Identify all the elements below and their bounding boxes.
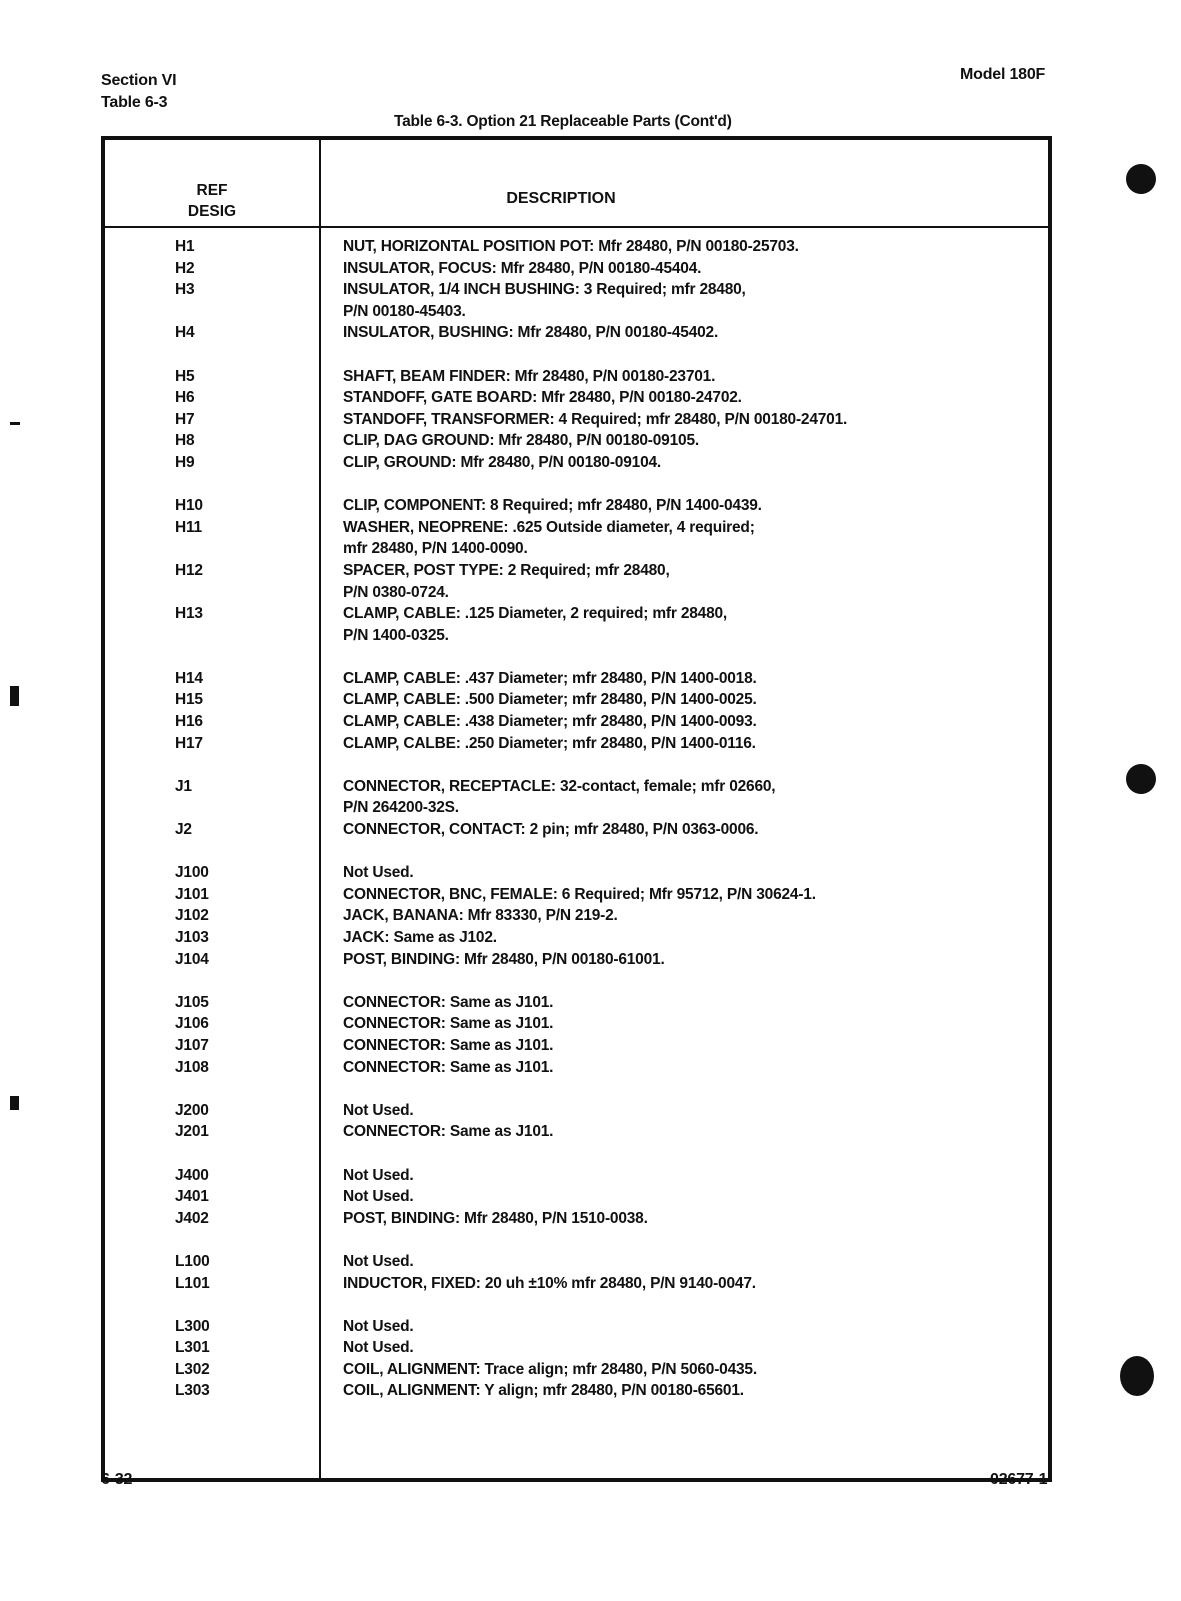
ref-desig-cell: H3 bbox=[175, 281, 195, 299]
description-line: COIL, ALIGNMENT: Trace align; mfr 28480, P/N 5060-0435. bbox=[343, 1360, 757, 1378]
table-body bbox=[105, 236, 1048, 1402]
ref-desig-cell: H10 bbox=[175, 497, 203, 515]
description-cell bbox=[343, 1121, 1043, 1143]
table-row bbox=[105, 992, 1048, 1014]
table-row bbox=[105, 1165, 1048, 1187]
description-cell bbox=[343, 1013, 1043, 1035]
description-cell bbox=[343, 387, 1043, 409]
table-row bbox=[105, 1273, 1048, 1295]
binder-hole-mark bbox=[1126, 764, 1156, 794]
ref-desig-cell: H8 bbox=[175, 432, 195, 450]
description-line: CONNECTOR: Same as J101. bbox=[343, 993, 554, 1011]
table-row bbox=[105, 495, 1048, 517]
description-cell bbox=[343, 409, 1043, 431]
table-row bbox=[105, 322, 1048, 344]
ref-desig-cell: H13 bbox=[175, 605, 203, 623]
ref-desig-cell: L101 bbox=[175, 1274, 210, 1292]
ref-desig-cell: J1 bbox=[175, 777, 192, 795]
table-row bbox=[105, 1035, 1048, 1057]
table-row bbox=[105, 1121, 1048, 1143]
table-row bbox=[105, 1186, 1048, 1208]
ref-desig-cell: J108 bbox=[175, 1058, 209, 1076]
table-row bbox=[105, 236, 1048, 258]
table-row bbox=[105, 560, 1048, 603]
ref-desig-cell: J201 bbox=[175, 1123, 209, 1141]
description-cell bbox=[343, 1186, 1043, 1208]
description-line: STANDOFF, TRANSFORMER: 4 Required; mfr 28480, P/N 00180-24701. bbox=[343, 410, 848, 428]
description-line: JACK, BANANA: Mfr 83330, P/N 219-2. bbox=[343, 907, 618, 925]
ref-desig-cell: H7 bbox=[175, 410, 195, 428]
description-cell bbox=[343, 1251, 1043, 1273]
description-cell bbox=[343, 992, 1043, 1014]
group-spacer bbox=[105, 970, 1048, 992]
description-line: JACK: Same as J102. bbox=[343, 929, 497, 946]
description-cell bbox=[343, 949, 1043, 971]
description-cell bbox=[343, 1359, 1043, 1381]
margin-mark bbox=[10, 686, 19, 706]
ref-desig-cell: L100 bbox=[175, 1252, 210, 1270]
description-line: CLIP, DAG GROUND: Mfr 28480, P/N 00180-09105. bbox=[343, 432, 699, 450]
description-line: WASHER, NEOPRENE: .625 Outside diameter, 4 required; bbox=[343, 518, 755, 536]
description-line: CLAMP, CABLE: .438 Diameter; mfr 28480, P/N 1400-0093. bbox=[343, 713, 757, 731]
description-line: CLAMP, CABLE: .125 Diameter, 2 required; mfr 28480, bbox=[343, 605, 728, 623]
ref-desig-cell: J2 bbox=[175, 821, 192, 839]
ref-desig-cell: J100 bbox=[175, 864, 209, 882]
description-line: CONNECTOR, BNC, FEMALE: 6 Required; Mfr 95712, P/N 30624-1. bbox=[343, 885, 816, 903]
description-line: NUT, HORIZONTAL POSITION POT: Mfr 28480, P/N 00180-25703. bbox=[343, 238, 799, 255]
group-spacer bbox=[105, 344, 1048, 366]
ref-desig-cell: L301 bbox=[175, 1339, 210, 1357]
description-cell bbox=[343, 603, 1043, 646]
table-row bbox=[105, 1057, 1048, 1079]
table-row bbox=[105, 949, 1048, 971]
description-line: CONNECTOR, RECEPTACLE: 32-contact, female; mfr 02660, bbox=[343, 777, 776, 795]
description-line: CLAMP, CABLE: .500 Diameter; mfr 28480, P/N 1400-0025. bbox=[343, 691, 757, 709]
description-line: INSULATOR, FOCUS: Mfr 28480, P/N 00180-45404. bbox=[343, 259, 702, 277]
ref-desig-cell: H16 bbox=[175, 713, 203, 731]
description-header: DESCRIPTION bbox=[506, 190, 616, 207]
description-cell bbox=[343, 560, 1043, 603]
ref-desig-cell: J103 bbox=[175, 929, 209, 946]
description-cell bbox=[343, 1057, 1043, 1079]
description-line: STANDOFF, GATE BOARD: Mfr 28480, P/N 00180-24702. bbox=[343, 389, 742, 407]
description-line: Not Used. bbox=[343, 864, 414, 882]
description-cell bbox=[343, 430, 1043, 452]
table-row bbox=[105, 430, 1048, 452]
table-row bbox=[105, 905, 1048, 927]
table-row bbox=[105, 452, 1048, 474]
description-line: P/N 264200-32S. bbox=[343, 799, 459, 817]
description-cell bbox=[343, 884, 1043, 906]
document-number: 02677-1 bbox=[990, 1471, 1048, 1488]
description-cell bbox=[343, 776, 1043, 819]
group-spacer bbox=[105, 1294, 1048, 1316]
description-cell bbox=[343, 689, 1043, 711]
ref-header-line1: REF bbox=[196, 182, 228, 199]
description-line: INDUCTOR, FIXED: 20 uh ±10% mfr 28480, P/N 9140-0047. bbox=[343, 1274, 756, 1292]
description-line: POST, BINDING: Mfr 28480, P/N 00180-61001. bbox=[343, 950, 665, 968]
description-line: CONNECTOR, CONTACT: 2 pin; mfr 28480, P/N 0363-0006. bbox=[343, 821, 759, 839]
ref-header-line2: DESIG bbox=[187, 203, 237, 220]
description-cell bbox=[343, 1035, 1043, 1057]
description-line: CLIP, GROUND: Mfr 28480, P/N 00180-09104. bbox=[343, 453, 662, 471]
description-line: INSULATOR, 1/4 INCH BUSHING: 3 Required; mfr 28480, bbox=[343, 281, 746, 299]
description-line: Not Used. bbox=[343, 1317, 414, 1335]
table-row bbox=[105, 1208, 1048, 1230]
description-line: SPACER, POST TYPE: 2 Required; mfr 28480, bbox=[343, 561, 670, 579]
table-row bbox=[105, 1337, 1048, 1359]
description-cell bbox=[343, 862, 1043, 884]
description-cell bbox=[343, 1337, 1043, 1359]
description-line: CLIP, COMPONENT: 8 Required; mfr 28480, P/N 1400-0439. bbox=[343, 497, 762, 515]
description-line: CLAMP, CABLE: .437 Diameter; mfr 28480, P/N 1400-0018. bbox=[343, 669, 757, 687]
ref-desig-cell: J400 bbox=[175, 1166, 209, 1184]
group-spacer bbox=[105, 754, 1048, 776]
description-line: CONNECTOR: Same as J101. bbox=[343, 1036, 554, 1054]
description-cell bbox=[343, 236, 1043, 258]
header-rule bbox=[105, 226, 1048, 228]
description-line: COIL, ALIGNMENT: Y align; mfr 28480, P/N 00180-65601. bbox=[343, 1382, 744, 1400]
description-cell bbox=[343, 1100, 1043, 1122]
table-row bbox=[105, 689, 1048, 711]
ref-desig-cell: J200 bbox=[175, 1101, 209, 1119]
table-row bbox=[105, 819, 1048, 841]
ref-desig-header bbox=[105, 180, 319, 222]
ref-desig-cell: J102 bbox=[175, 907, 209, 925]
margin-mark bbox=[10, 1096, 19, 1110]
ref-desig-cell: J104 bbox=[175, 950, 209, 968]
description-cell bbox=[343, 819, 1043, 841]
ref-desig-cell: H17 bbox=[175, 734, 203, 752]
table-row bbox=[105, 1251, 1048, 1273]
ref-desig-cell: H5 bbox=[175, 367, 195, 385]
ref-desig-cell: J105 bbox=[175, 993, 209, 1011]
description-line: CONNECTOR: Same as J101. bbox=[343, 1058, 554, 1076]
ref-desig-cell: H11 bbox=[175, 518, 202, 536]
ref-desig-cell: H2 bbox=[175, 259, 195, 277]
description-cell bbox=[343, 495, 1043, 517]
description-line: Not Used. bbox=[343, 1101, 414, 1119]
binder-hole-mark bbox=[1126, 164, 1156, 194]
table-row bbox=[105, 603, 1048, 646]
page-number: 6-32 bbox=[101, 1471, 133, 1488]
table-row bbox=[105, 927, 1048, 949]
table-row bbox=[105, 387, 1048, 409]
description-cell bbox=[343, 258, 1043, 280]
description-cell bbox=[343, 1165, 1043, 1187]
section-label bbox=[101, 70, 176, 114]
description-cell bbox=[343, 668, 1043, 690]
table-row bbox=[105, 279, 1048, 322]
ref-desig-cell: H15 bbox=[175, 691, 203, 709]
description-line: Not Used. bbox=[343, 1252, 414, 1270]
ref-desig-cell: L300 bbox=[175, 1317, 210, 1335]
description-line: Not Used. bbox=[343, 1166, 414, 1184]
description-cell bbox=[343, 452, 1043, 474]
description-cell bbox=[343, 517, 1043, 560]
description-line: mfr 28480, P/N 1400-0090. bbox=[343, 540, 528, 558]
parts-table bbox=[101, 136, 1052, 1482]
ref-desig-cell: L303 bbox=[175, 1382, 210, 1400]
description-cell bbox=[343, 733, 1043, 755]
description-line: P/N 0380-0724. bbox=[343, 583, 449, 601]
table-row bbox=[105, 517, 1048, 560]
description-cell bbox=[343, 1273, 1043, 1295]
description-cell bbox=[343, 905, 1043, 927]
description-line: P/N 1400-0325. bbox=[343, 626, 449, 644]
description-cell bbox=[343, 1316, 1043, 1338]
group-spacer bbox=[105, 474, 1048, 496]
ref-desig-cell: H12 bbox=[175, 561, 203, 579]
ref-desig-cell: H1 bbox=[175, 238, 195, 255]
ref-desig-cell: J106 bbox=[175, 1015, 209, 1033]
description-cell bbox=[343, 711, 1043, 733]
ref-desig-cell: J402 bbox=[175, 1209, 209, 1227]
table-row bbox=[105, 884, 1048, 906]
table-row bbox=[105, 1100, 1048, 1122]
group-spacer bbox=[105, 1229, 1048, 1251]
description-line: INSULATOR, BUSHING: Mfr 28480, P/N 00180-45402. bbox=[343, 324, 719, 342]
ref-desig-cell: J401 bbox=[175, 1188, 209, 1206]
ref-desig-cell: J107 bbox=[175, 1036, 209, 1054]
description-cell bbox=[343, 927, 1043, 949]
ref-desig-cell: H4 bbox=[175, 324, 195, 342]
table-row bbox=[105, 366, 1048, 388]
table-reference: Table 6-3 bbox=[101, 94, 168, 111]
ref-desig-cell: J101 bbox=[175, 885, 209, 903]
description-cell bbox=[343, 1208, 1043, 1230]
description-line: CONNECTOR: Same as J101. bbox=[343, 1015, 554, 1033]
table-row bbox=[105, 668, 1048, 690]
table-row bbox=[105, 1013, 1048, 1035]
group-spacer bbox=[105, 1078, 1048, 1100]
ref-desig-cell: H14 bbox=[175, 669, 203, 687]
description-line: CLAMP, CALBE: .250 Diameter; mfr 28480, P/N 1400-0116. bbox=[343, 734, 756, 752]
table-title: Table 6-3. Option 21 Replaceable Parts (Cont'd) bbox=[394, 113, 732, 130]
margin-mark bbox=[10, 422, 20, 425]
table-row bbox=[105, 1359, 1048, 1381]
binder-hole-mark bbox=[1120, 1356, 1154, 1396]
model-label: Model 180F bbox=[960, 66, 1046, 83]
group-spacer bbox=[105, 1143, 1048, 1165]
description-cell bbox=[343, 279, 1043, 322]
group-spacer bbox=[105, 841, 1048, 863]
group-spacer bbox=[105, 646, 1048, 668]
description-line: CONNECTOR: Same as J101. bbox=[343, 1123, 554, 1141]
ref-desig-cell: H6 bbox=[175, 389, 195, 407]
description-line: P/N 00180-45403. bbox=[343, 302, 466, 320]
description-cell bbox=[343, 322, 1043, 344]
table-row bbox=[105, 733, 1048, 755]
table-row bbox=[105, 862, 1048, 884]
table-row bbox=[105, 409, 1048, 431]
table-row bbox=[105, 1380, 1048, 1402]
description-line: POST, BINDING: Mfr 28480, P/N 1510-0038. bbox=[343, 1209, 648, 1227]
section-title: Section VI bbox=[101, 72, 177, 89]
description-cell bbox=[343, 366, 1043, 388]
table-row bbox=[105, 776, 1048, 819]
description-cell bbox=[343, 1380, 1043, 1402]
ref-desig-cell: H9 bbox=[175, 453, 195, 471]
ref-desig-cell: L302 bbox=[175, 1360, 210, 1378]
description-line: Not Used. bbox=[343, 1188, 414, 1206]
description-line: Not Used. bbox=[343, 1339, 414, 1357]
table-row bbox=[105, 711, 1048, 733]
description-line: SHAFT, BEAM FINDER: Mfr 28480, P/N 00180-23701. bbox=[343, 367, 716, 385]
table-row bbox=[105, 258, 1048, 280]
table-row bbox=[105, 1316, 1048, 1338]
